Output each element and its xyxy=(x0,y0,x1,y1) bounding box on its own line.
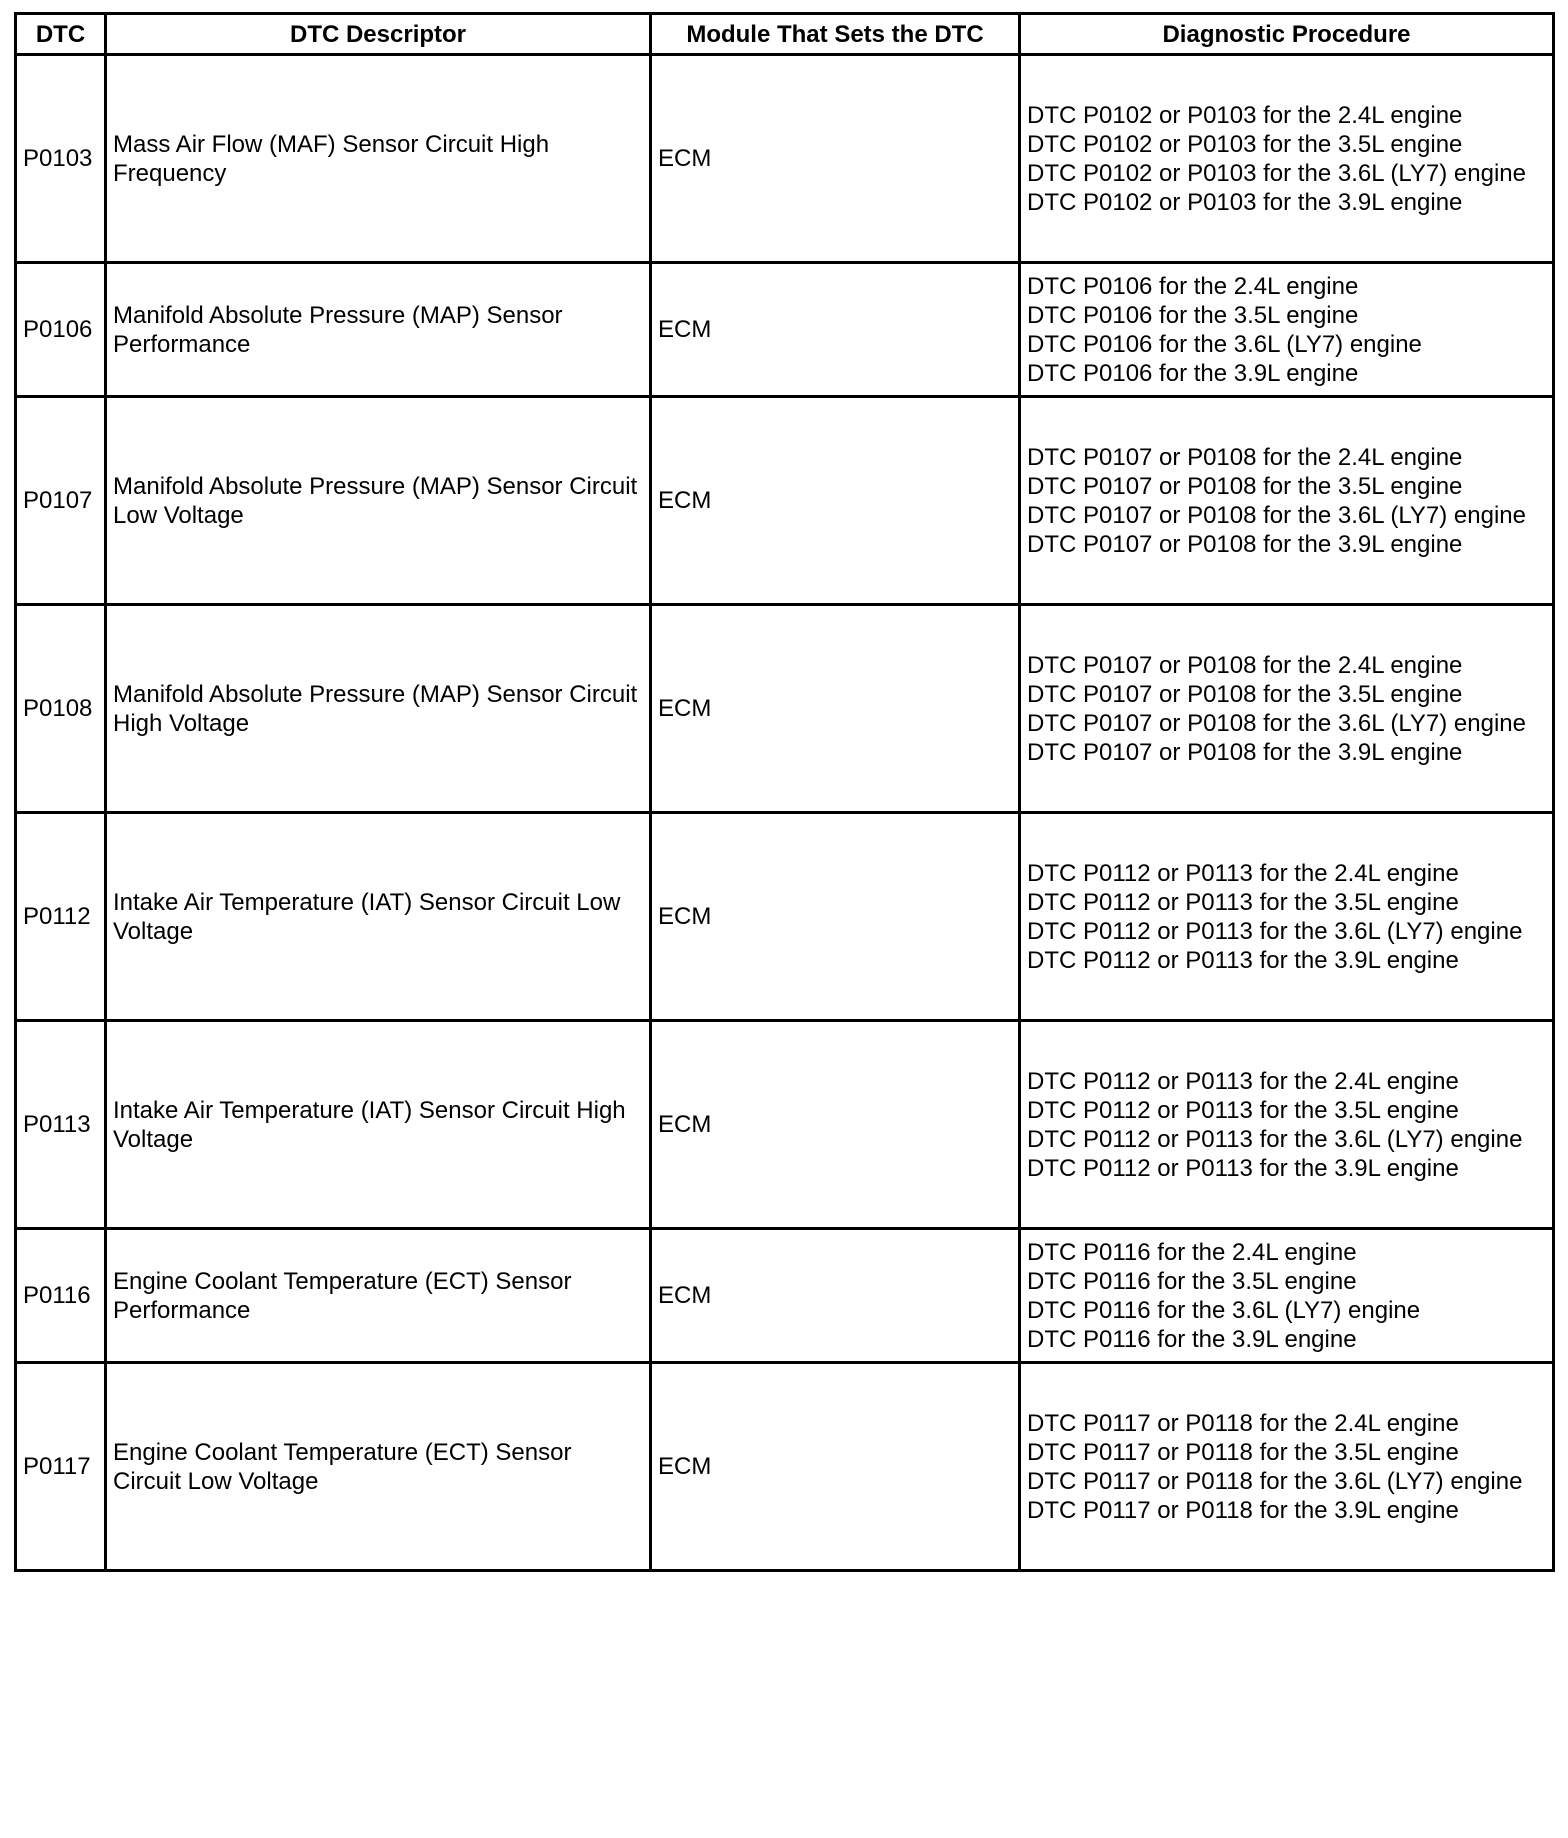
procedure-link[interactable]: DTC P0107 or P0108 for the 3.5L engine xyxy=(1027,680,1463,708)
dtc-descriptor-cell: Mass Air Flow (MAF) Sensor Circuit High Frequency xyxy=(106,55,651,263)
procedure-link[interactable]: DTC P0112 or P0113 for the 3.9L engine xyxy=(1027,946,1459,974)
procedure-link[interactable]: DTC P0117 or P0118 for the 3.9L engine xyxy=(1027,1496,1459,1524)
diagnostic-procedure-cell xyxy=(1020,263,1554,397)
header-module: Module That Sets the DTC xyxy=(651,14,1020,55)
procedure-link[interactable]: DTC P0107 or P0108 for the 3.6L (LY7) engine xyxy=(1027,501,1526,529)
procedure-link[interactable]: DTC P0117 or P0118 for the 3.6L (LY7) engine xyxy=(1027,1467,1523,1495)
procedure-link[interactable]: DTC P0106 for the 3.9L engine xyxy=(1027,359,1359,387)
dtc-descriptor-cell: Manifold Absolute Pressure (MAP) Sensor Performance xyxy=(106,263,651,397)
procedure-link[interactable]: DTC P0107 or P0108 for the 3.6L (LY7) engine xyxy=(1027,709,1526,737)
procedure-link[interactable]: DTC P0112 or P0113 for the 3.6L (LY7) engine xyxy=(1027,1125,1523,1153)
procedure-link[interactable]: DTC P0112 or P0113 for the 3.5L engine xyxy=(1027,888,1459,916)
dtc-descriptor-cell: Intake Air Temperature (IAT) Sensor Circuit High Voltage xyxy=(106,1021,651,1229)
diagnostic-procedure-cell xyxy=(1020,1021,1554,1229)
module-cell: ECM xyxy=(651,605,1020,813)
procedure-link[interactable]: DTC P0112 or P0113 for the 2.4L engine xyxy=(1027,859,1459,887)
procedure-link[interactable]: DTC P0112 or P0113 for the 3.6L (LY7) engine xyxy=(1027,917,1523,945)
dtc-code-cell: P0116 xyxy=(16,1229,106,1363)
module-cell: ECM xyxy=(651,1363,1020,1571)
table-row xyxy=(16,55,1554,263)
procedure-link[interactable]: DTC P0112 or P0113 for the 3.5L engine xyxy=(1027,1096,1459,1124)
dtc-code-cell: P0107 xyxy=(16,397,106,605)
diagnostic-procedure-cell xyxy=(1020,813,1554,1021)
dtc-descriptor-cell: Engine Coolant Temperature (ECT) Sensor Circuit Low Voltage xyxy=(106,1363,651,1571)
procedure-link[interactable]: DTC P0102 or P0103 for the 3.6L (LY7) engine xyxy=(1027,159,1526,187)
procedure-link[interactable]: DTC P0116 for the 3.9L engine xyxy=(1027,1325,1357,1353)
procedure-link[interactable]: DTC P0107 or P0108 for the 2.4L engine xyxy=(1027,651,1463,679)
procedure-link[interactable]: DTC P0117 or P0118 for the 2.4L engine xyxy=(1027,1409,1459,1437)
table-row xyxy=(16,605,1554,813)
dtc-table xyxy=(14,12,1555,1572)
diagnostic-procedure-cell xyxy=(1020,397,1554,605)
procedure-link[interactable]: DTC P0102 or P0103 for the 3.5L engine xyxy=(1027,130,1463,158)
header-procedure: Diagnostic Procedure xyxy=(1020,14,1554,55)
procedure-link[interactable]: DTC P0106 for the 3.6L (LY7) engine xyxy=(1027,330,1422,358)
table-row xyxy=(16,813,1554,1021)
dtc-code-cell: P0103 xyxy=(16,55,106,263)
dtc-code-cell: P0112 xyxy=(16,813,106,1021)
module-cell: ECM xyxy=(651,55,1020,263)
procedure-link[interactable]: DTC P0106 for the 2.4L engine xyxy=(1027,272,1359,300)
procedure-link[interactable]: DTC P0102 or P0103 for the 3.9L engine xyxy=(1027,188,1463,216)
procedure-link[interactable]: DTC P0107 or P0108 for the 2.4L engine xyxy=(1027,443,1463,471)
table-body xyxy=(16,55,1554,1571)
dtc-descriptor-cell: Manifold Absolute Pressure (MAP) Sensor Circuit High Voltage xyxy=(106,605,651,813)
procedure-link[interactable]: DTC P0106 for the 3.5L engine xyxy=(1027,301,1359,329)
table-row xyxy=(16,1363,1554,1571)
dtc-code-cell: P0108 xyxy=(16,605,106,813)
dtc-descriptor-cell: Engine Coolant Temperature (ECT) Sensor Performance xyxy=(106,1229,651,1363)
table-row xyxy=(16,1021,1554,1229)
dtc-descriptor-cell: Intake Air Temperature (IAT) Sensor Circuit Low Voltage xyxy=(106,813,651,1021)
table-header-row xyxy=(16,14,1554,55)
module-cell: ECM xyxy=(651,397,1020,605)
procedure-link[interactable]: DTC P0112 or P0113 for the 2.4L engine xyxy=(1027,1067,1459,1095)
module-cell: ECM xyxy=(651,263,1020,397)
module-cell: ECM xyxy=(651,813,1020,1021)
table-row xyxy=(16,263,1554,397)
procedure-link[interactable]: DTC P0107 or P0108 for the 3.9L engine xyxy=(1027,530,1463,558)
table-row xyxy=(16,397,1554,605)
diagnostic-procedure-cell xyxy=(1020,1363,1554,1571)
diagnostic-procedure-cell xyxy=(1020,1229,1554,1363)
procedure-link[interactable]: DTC P0116 for the 2.4L engine xyxy=(1027,1238,1357,1266)
table-row xyxy=(16,1229,1554,1363)
dtc-code-cell: P0106 xyxy=(16,263,106,397)
dtc-code-cell: P0117 xyxy=(16,1363,106,1571)
dtc-code-cell: P0113 xyxy=(16,1021,106,1229)
procedure-link[interactable]: DTC P0107 or P0108 for the 3.5L engine xyxy=(1027,472,1463,500)
header-dtc: DTC xyxy=(16,14,106,55)
diagnostic-procedure-cell xyxy=(1020,605,1554,813)
module-cell: ECM xyxy=(651,1229,1020,1363)
diagnostic-procedure-cell xyxy=(1020,55,1554,263)
header-descriptor: DTC Descriptor xyxy=(106,14,651,55)
module-cell: ECM xyxy=(651,1021,1020,1229)
procedure-link[interactable]: DTC P0107 or P0108 for the 3.9L engine xyxy=(1027,738,1463,766)
procedure-link[interactable]: DTC P0102 or P0103 for the 2.4L engine xyxy=(1027,101,1463,129)
procedure-link[interactable]: DTC P0112 or P0113 for the 3.9L engine xyxy=(1027,1154,1459,1182)
procedure-link[interactable]: DTC P0116 for the 3.5L engine xyxy=(1027,1267,1357,1295)
dtc-descriptor-cell: Manifold Absolute Pressure (MAP) Sensor Circuit Low Voltage xyxy=(106,397,651,605)
procedure-link[interactable]: DTC P0117 or P0118 for the 3.5L engine xyxy=(1027,1438,1459,1466)
procedure-link[interactable]: DTC P0116 for the 3.6L (LY7) engine xyxy=(1027,1296,1421,1324)
